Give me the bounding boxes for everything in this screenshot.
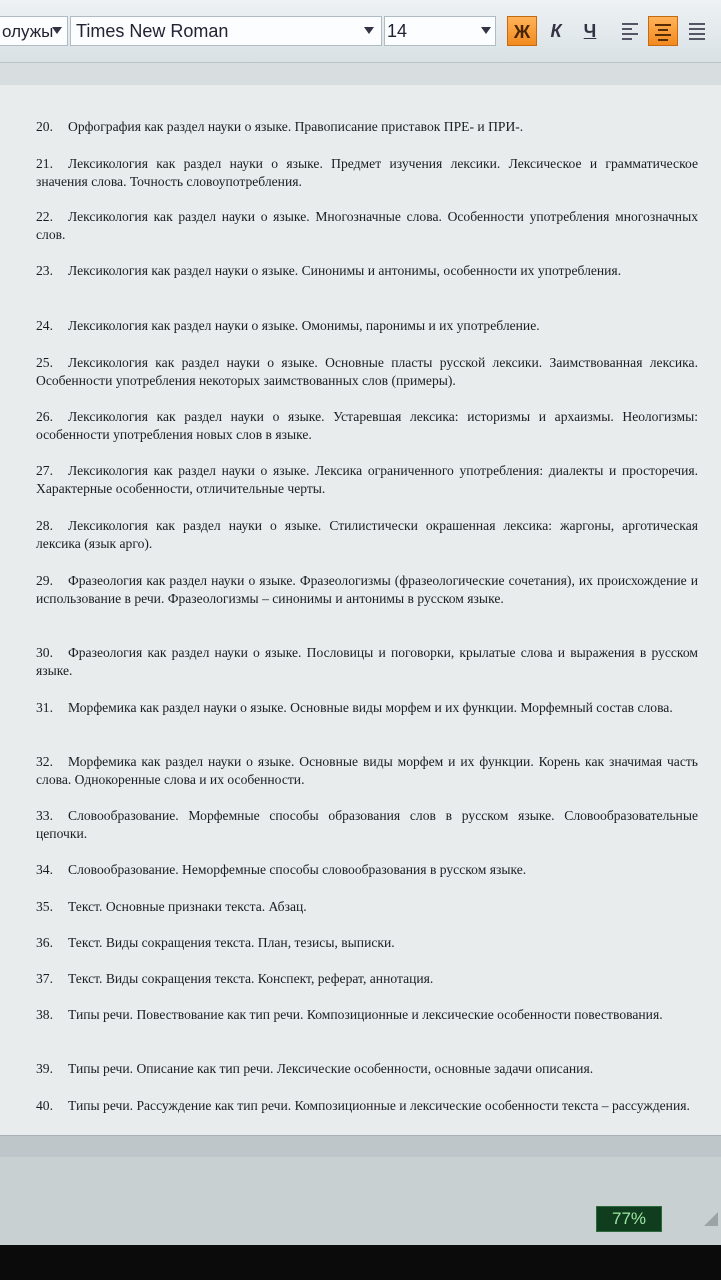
item-text: Словообразование. Морфемные способы образования слов в русском языке. Словообразовательные цепочки. [36,808,698,841]
list-item [36,898,698,916]
item-number: 35. [36,899,53,914]
list-item [36,317,698,335]
document-area [0,63,721,1135]
item-number: 37. [36,971,53,986]
item-number: 29. [36,573,53,588]
item-number: 33. [36,808,53,823]
italic-button[interactable]: К [550,21,562,41]
list-item [36,861,698,879]
item-text: Текст. Виды сокращения текста. План, тезисы, выписки. [68,935,395,950]
item-number: 22. [36,209,53,224]
font-name-select[interactable]: Times New Roman [70,16,382,46]
list-item [36,970,698,988]
item-text: Текст. Основные признаки текста. Абзац. [68,899,307,914]
item-text: Фразеология как раздел науки о языке. Фразеологизмы (фразеологические сочетания), их происхождение и использование в речи. Фразеологизмы – синонимы и антонимы в русском языке. [36,573,698,606]
item-number: 27. [36,463,53,478]
align-justify-icon [689,23,705,40]
font-dropdown-arrow-icon[interactable] [364,27,374,34]
item-text: Типы речи. Повествование как тип речи. Композиционные и лексические особенности повествования. [68,1007,663,1022]
align-left-button[interactable] [615,16,645,46]
resize-grip-icon[interactable] [704,1212,718,1226]
document-page[interactable] [0,85,721,1135]
item-number: 26. [36,409,53,424]
zoom-level[interactable]: 77% [596,1206,662,1232]
list-item [36,572,698,608]
formatting-toolbar [0,0,721,63]
list-item [36,699,698,717]
list-item [36,1060,698,1078]
list-item [36,807,698,843]
align-justify-button[interactable] [682,16,712,46]
align-left-icon [622,23,638,40]
list-item [36,155,698,191]
item-number: 40. [36,1098,53,1113]
list-item [36,934,698,952]
item-text: Лексикология как раздел науки о языке. Стилистически окрашенная лексика: жаргоны, арготическая лексика (язык арго). [36,518,698,551]
item-number: 23. [36,263,53,278]
item-number: 34. [36,862,53,877]
list-item [36,1097,698,1115]
list-item [36,208,698,244]
item-text: Орфография как раздел науки о языке. Правописание приставок ПРЕ- и ПРИ-. [68,119,524,134]
list-item [36,644,698,680]
item-number: 20. [36,119,53,134]
screen-bezel [0,1245,721,1280]
item-number: 31. [36,700,53,715]
item-text: Типы речи. Рассуждение как тип речи. Композиционные и лексические особенности текста – рассуждения. [68,1098,690,1113]
list-item [36,1006,698,1024]
item-text: Лексикология как раздел науки о языке. Предмет изучения лексики. Лексическое и грамматическое значения слова. Точность словоупотребления. [36,156,698,189]
item-text: Словообразование. Неморфемные способы словообразования в русском языке. [68,862,527,877]
font-size-select[interactable]: 14 [384,16,496,46]
item-number: 25. [36,355,53,370]
item-text: Лексикология как раздел науки о языке. Многозначные слова. Особенности употребления многозначных слов. [36,209,698,242]
item-text: Лексикология как раздел науки о языке. Омонимы, паронимы и их употребление. [68,318,540,333]
list-item [36,517,698,553]
item-number: 28. [36,518,53,533]
list-item [36,118,698,136]
align-center-button[interactable] [648,16,678,46]
style-dropdown-arrow-icon[interactable] [52,27,62,34]
align-center-icon [655,24,671,41]
underline-button[interactable]: Ч [583,21,597,41]
list-item [36,753,698,789]
item-text: Морфемика как раздел науки о языке. Основные виды морфем и их функции. Корень как значимая часть слова. Однокоренные слова и их особенности. [36,754,698,787]
item-number: 39. [36,1061,53,1076]
item-text: Морфемика как раздел науки о языке. Основные виды морфем и их функции. Морфемный состав слова. [68,700,673,715]
item-text: Лексикология как раздел науки о языке. Основные пласты русской лексики. Заимствованная лексика. Особенности употребления некоторых заимствованных слов (примеры). [36,355,698,388]
item-number: 38. [36,1007,53,1022]
item-text: Текст. Виды сокращения текста. Конспект, реферат, аннотация. [68,971,434,986]
item-text: Лексикология как раздел науки о языке. Синонимы и антонимы, особенности их употребления. [68,263,622,278]
item-text: Лексикология как раздел науки о языке. Устаревшая лексика: историзмы и архаизмы. Неологизмы: особенности употребления новых слов в языке. [36,409,698,442]
item-number: 36. [36,935,53,950]
item-number: 32. [36,754,53,769]
item-number: 30. [36,645,53,660]
horizontal-scrollbar[interactable] [0,1135,721,1158]
list-item [36,262,698,280]
list-item [36,354,698,390]
list-item [36,462,698,498]
item-number: 21. [36,156,53,171]
style-select[interactable]: олужы [0,16,68,46]
item-number: 24. [36,318,53,333]
item-text: Лексикология как раздел науки о языке. Лексика ограниченного употребления: диалекты и просторечия. Характерные особенности, отличительные черты. [36,463,698,496]
list-item [36,408,698,444]
item-text: Фразеология как раздел науки о языке. Пословицы и поговорки, крылатые слова и выражения в русском языке. [36,645,698,678]
bold-button[interactable]: Ж [507,16,537,46]
item-text: Типы речи. Описание как тип речи. Лексические особенности, основные задачи описания. [68,1061,594,1076]
size-dropdown-arrow-icon[interactable] [481,27,491,34]
